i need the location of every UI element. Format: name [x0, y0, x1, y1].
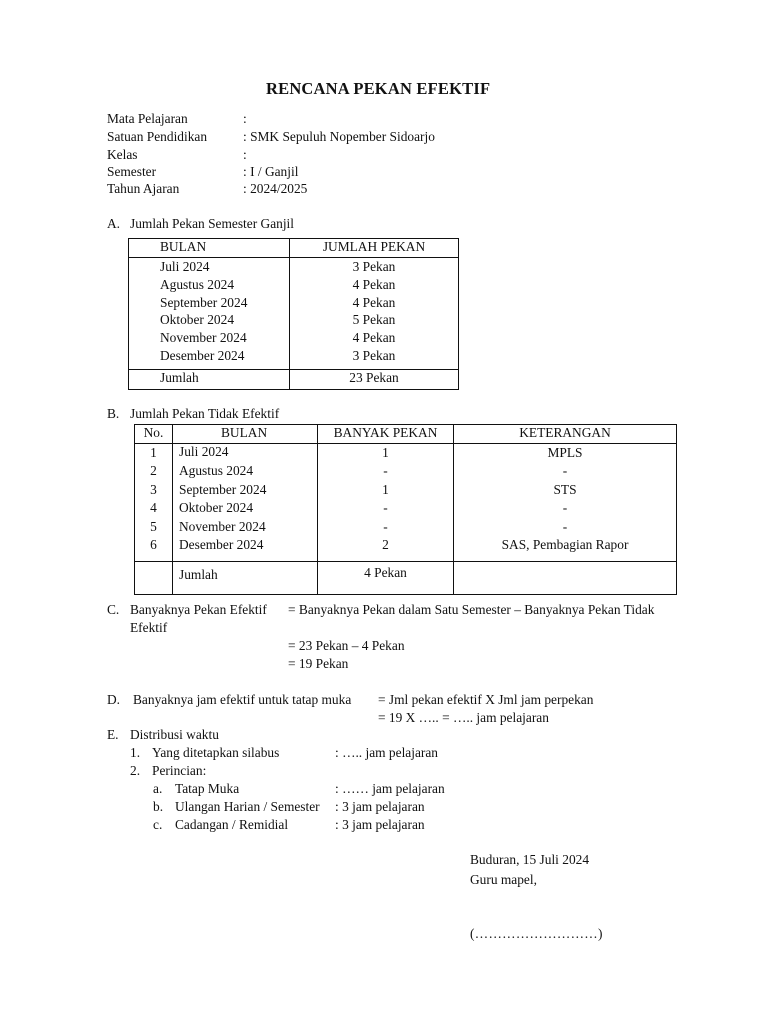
- table-row: [135, 500, 677, 518]
- number-cell: 5: [135, 519, 173, 537]
- note-cell: -: [562, 518, 568, 534]
- list-item-label: Perincian:: [152, 763, 207, 778]
- sublist-value: : 3 jam pelajaran: [335, 799, 425, 814]
- section-b-heading: Jumlah Pekan Tidak Efektif: [130, 406, 280, 421]
- total-value: 4 Pekan: [318, 562, 454, 595]
- note-cell: MPLS: [547, 445, 583, 460]
- month-cell: Agustus 2024: [173, 463, 318, 481]
- table-header-row: [135, 425, 677, 444]
- weeks-table: [128, 238, 459, 390]
- section-c-label: Banyaknya Pekan Efektif: [130, 602, 267, 617]
- identity-value: :: [243, 111, 247, 126]
- section-c-equation: = 23 Pekan – 4 Pekan: [288, 638, 405, 653]
- identity-value: :: [243, 147, 247, 162]
- note-cell: -: [562, 500, 568, 516]
- identity-value: : SMK Sepuluh Nopember Sidoarjo: [243, 129, 435, 144]
- number-cell: 4: [135, 500, 173, 518]
- table-row: [129, 348, 459, 369]
- page-title: RENCANA PEKAN EFEKTIF: [266, 79, 491, 98]
- section-b-marker: B.: [107, 406, 120, 421]
- table-row: [135, 463, 677, 481]
- number-cell: 3: [135, 482, 173, 500]
- section-c-equation-continued: Efektif: [130, 620, 168, 635]
- section-d-equation: = 19 X ….. = ….. jam pelajaran: [378, 710, 549, 725]
- total-label: Jumlah: [173, 562, 318, 595]
- sublist-label: Cadangan / Remidial: [175, 817, 289, 832]
- weeks-cell: 4 Pekan: [352, 330, 396, 346]
- weeks-cell: 1: [318, 482, 454, 500]
- table-row: [129, 295, 459, 313]
- identity-value: : I / Ganjil: [243, 164, 299, 179]
- month-cell: November 2024: [129, 330, 290, 348]
- identity-label: Kelas: [107, 147, 138, 162]
- section-e-heading: Distribusi waktu: [130, 727, 219, 742]
- table-row: [129, 277, 459, 295]
- table-row: [135, 444, 677, 464]
- signature-name-line: (………………………): [470, 926, 603, 941]
- identity-label: Mata Pelajaran: [107, 111, 188, 126]
- list-item-value: : ….. jam pelajaran: [335, 745, 438, 760]
- weeks-cell: 2: [318, 537, 454, 562]
- number-cell: 2: [135, 463, 173, 481]
- table-row: [135, 537, 677, 562]
- table-header-row: [129, 239, 459, 258]
- month-cell: September 2024: [129, 295, 290, 313]
- month-cell: September 2024: [173, 482, 318, 500]
- table-total-row: [135, 562, 677, 595]
- section-c-marker: C.: [107, 602, 120, 617]
- table-row: [129, 258, 459, 277]
- month-cell: Agustus 2024: [129, 277, 290, 295]
- weeks-cell: 1: [318, 444, 454, 464]
- section-a-heading: Jumlah Pekan Semester Ganjil: [130, 216, 295, 231]
- signature-role: Guru mapel,: [470, 872, 537, 887]
- weeks-cell: 3 Pekan: [352, 259, 396, 274]
- month-cell: Oktober 2024: [173, 500, 318, 518]
- weeks-cell: -: [318, 500, 454, 518]
- identity-value: : 2024/2025: [243, 181, 308, 196]
- note-cell: SAS, Pembagian Rapor: [501, 536, 629, 552]
- section-d-equation: = Jml pekan efektif X Jml jam perpekan: [378, 692, 594, 707]
- weeks-cell: 4 Pekan: [352, 276, 396, 292]
- signature-place-date: Buduran, 15 Juli 2024: [470, 852, 590, 867]
- identity-label: Semester: [107, 164, 157, 179]
- identity-label: Satuan Pendidikan: [107, 129, 208, 144]
- column-header-bulan: BULAN: [173, 425, 318, 444]
- column-header-bulan: BULAN: [129, 239, 290, 258]
- sublist-value: : 3 jam pelajaran: [335, 817, 425, 832]
- month-cell: Juli 2024: [173, 444, 318, 464]
- sublist-marker: c.: [153, 817, 163, 832]
- section-a-marker: A.: [107, 216, 121, 231]
- month-cell: November 2024: [173, 519, 318, 537]
- sublist-label: Tatap Muka: [175, 781, 240, 796]
- table-row: [135, 519, 677, 537]
- number-cell: 6: [135, 537, 173, 562]
- month-cell: Oktober 2024: [129, 312, 290, 330]
- weeks-cell: 5 Pekan: [352, 312, 396, 328]
- non-effective-weeks-table: [134, 424, 677, 595]
- column-header-banyak-pekan: BANYAK PEKAN: [318, 425, 454, 444]
- number-cell: 1: [135, 444, 173, 464]
- list-number: 2.: [130, 763, 141, 778]
- identity-label: Tahun Ajaran: [107, 181, 180, 196]
- column-header-keterangan: KETERANGAN: [454, 425, 677, 444]
- sublist-marker: a.: [153, 781, 163, 796]
- number-cell: [135, 562, 173, 595]
- weeks-cell: -: [318, 519, 454, 537]
- section-c-equation: = Banyaknya Pekan dalam Satu Semester – Banyaknya Pekan Tidak: [288, 602, 655, 617]
- total-value: 23 Pekan: [290, 369, 459, 389]
- note-cell: [454, 562, 677, 595]
- table-row: [129, 330, 459, 348]
- month-cell: Desember 2024: [129, 348, 290, 369]
- column-header-jumlah-pekan: JUMLAH PEKAN: [290, 239, 459, 258]
- weeks-cell: 3 Pekan: [352, 347, 396, 363]
- table-total-row: [129, 369, 459, 389]
- total-label: Jumlah: [129, 369, 290, 389]
- column-header-no: No.: [135, 425, 173, 444]
- sublist-marker: b.: [153, 799, 164, 814]
- list-item-label: Yang ditetapkan silabus: [152, 745, 280, 760]
- month-cell: Juli 2024: [129, 258, 290, 277]
- sublist-value: : …… jam pelajaran: [335, 781, 445, 796]
- table-row: [129, 312, 459, 330]
- sublist-label: Ulangan Harian / Semester: [175, 799, 320, 814]
- note-cell: -: [562, 463, 568, 479]
- month-cell: Desember 2024: [173, 537, 318, 562]
- section-d-label: Banyaknya jam efektif untuk tatap muka: [133, 692, 352, 707]
- table-row: [135, 482, 677, 500]
- section-d-marker: D.: [107, 692, 121, 707]
- weeks-cell: -: [318, 463, 454, 481]
- list-number: 1.: [130, 745, 141, 760]
- note-cell: STS: [553, 481, 577, 497]
- weeks-cell: 4 Pekan: [352, 294, 396, 310]
- section-c-result: = 19 Pekan: [288, 656, 349, 671]
- section-e-marker: E.: [107, 727, 119, 742]
